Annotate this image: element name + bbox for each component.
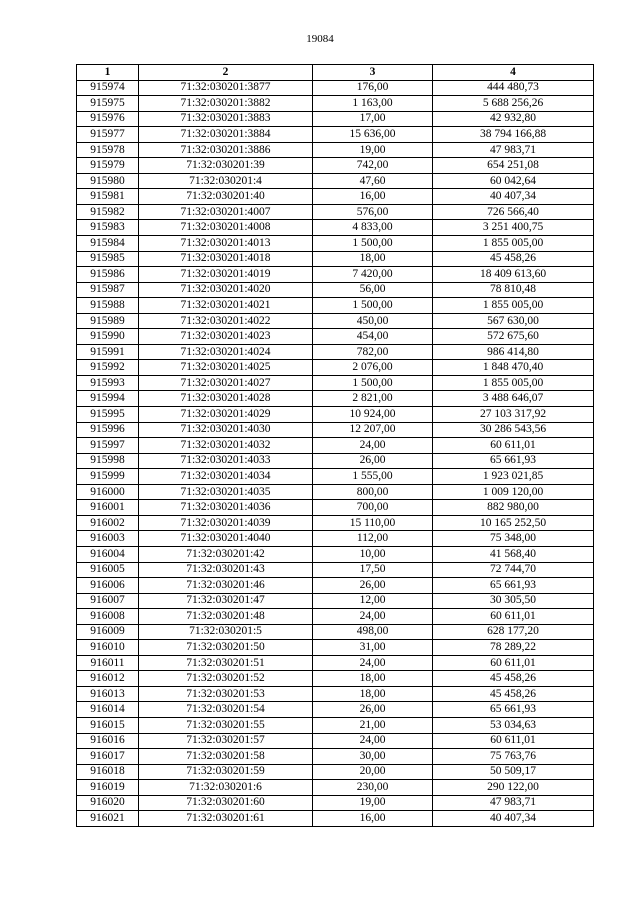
cadastral-number-cell: 71:32:030201:51: [139, 655, 313, 671]
row-number-cell: 916008: [77, 609, 139, 625]
table-row: [77, 780, 594, 796]
table-row: [77, 158, 594, 174]
cadastral-number-cell: 71:32:030201:4025: [139, 360, 313, 376]
value-cell: 726 566,40: [433, 204, 594, 220]
value-cell: 53 034,63: [433, 717, 594, 733]
header-row: [77, 65, 594, 81]
value-cell: 1 855 005,00: [433, 236, 594, 252]
cadastral-number-cell: 71:32:030201:4032: [139, 438, 313, 454]
row-number-cell: 916016: [77, 733, 139, 749]
cadastral-number-cell: 71:32:030201:6: [139, 780, 313, 796]
value-cell: 41 568,40: [433, 546, 594, 562]
row-number-cell: 915974: [77, 80, 139, 96]
area-cell: 12 207,00: [313, 422, 433, 438]
area-cell: 498,00: [313, 624, 433, 640]
row-number-cell: 915996: [77, 422, 139, 438]
cadastral-number-cell: 71:32:030201:52: [139, 671, 313, 687]
value-cell: 1 923 021,85: [433, 469, 594, 485]
row-number-cell: 916019: [77, 780, 139, 796]
cadastral-number-cell: 71:32:030201:59: [139, 764, 313, 780]
value-cell: 38 794 166,88: [433, 127, 594, 143]
cadastral-number-cell: 71:32:030201:46: [139, 578, 313, 594]
row-number-cell: 915998: [77, 453, 139, 469]
row-number-cell: 915977: [77, 127, 139, 143]
value-cell: 60 611,01: [433, 438, 594, 454]
row-number-cell: 915981: [77, 189, 139, 205]
cadastral-number-cell: 71:32:030201:3884: [139, 127, 313, 143]
area-cell: 24,00: [313, 733, 433, 749]
area-cell: 20,00: [313, 764, 433, 780]
row-number-cell: 915995: [77, 407, 139, 423]
table-row: [77, 267, 594, 283]
table-row: [77, 360, 594, 376]
row-number-cell: 916017: [77, 749, 139, 765]
row-number-cell: 915992: [77, 360, 139, 376]
value-cell: 47 983,71: [433, 795, 594, 811]
value-cell: 78 289,22: [433, 640, 594, 656]
value-cell: 1 009 120,00: [433, 484, 594, 500]
table-row: [77, 500, 594, 516]
table-row: [77, 749, 594, 765]
cadastral-number-cell: 71:32:030201:3882: [139, 96, 313, 112]
table-row: [77, 344, 594, 360]
area-cell: 26,00: [313, 702, 433, 718]
cadastral-number-cell: 71:32:030201:3877: [139, 80, 313, 96]
area-cell: 12,00: [313, 593, 433, 609]
row-number-cell: 915978: [77, 142, 139, 158]
cadastral-number-cell: 71:32:030201:60: [139, 795, 313, 811]
cadastral-number-cell: 71:32:030201:4040: [139, 531, 313, 547]
table-row: [77, 80, 594, 96]
table-row: [77, 142, 594, 158]
area-cell: 16,00: [313, 189, 433, 205]
table-row: [77, 282, 594, 298]
table-row: [77, 329, 594, 345]
value-cell: 42 932,80: [433, 111, 594, 127]
cadastral-number-cell: 71:32:030201:4027: [139, 375, 313, 391]
cadastral-number-cell: 71:32:030201:48: [139, 609, 313, 625]
row-number-cell: 916000: [77, 484, 139, 500]
area-cell: 47,60: [313, 173, 433, 189]
value-cell: 45 458,26: [433, 251, 594, 267]
table-row: [77, 624, 594, 640]
table-row: [77, 795, 594, 811]
row-number-cell: 915990: [77, 329, 139, 345]
area-cell: 782,00: [313, 344, 433, 360]
area-cell: 7 420,00: [313, 267, 433, 283]
cadastral-number-cell: 71:32:030201:4007: [139, 204, 313, 220]
cadastral-number-cell: 71:32:030201:61: [139, 811, 313, 827]
row-number-cell: 915991: [77, 344, 139, 360]
row-number-cell: 915984: [77, 236, 139, 252]
row-number-cell: 915986: [77, 267, 139, 283]
value-cell: 45 458,26: [433, 671, 594, 687]
area-cell: 24,00: [313, 438, 433, 454]
area-cell: 18,00: [313, 251, 433, 267]
cadastral-number-cell: 71:32:030201:4030: [139, 422, 313, 438]
row-number-cell: 915999: [77, 469, 139, 485]
area-cell: 10,00: [313, 546, 433, 562]
value-cell: 1 855 005,00: [433, 375, 594, 391]
cadastral-number-cell: 71:32:030201:4023: [139, 329, 313, 345]
cadastral-number-cell: 71:32:030201:4034: [139, 469, 313, 485]
table-row: [77, 562, 594, 578]
area-cell: 30,00: [313, 749, 433, 765]
area-cell: 176,00: [313, 80, 433, 96]
cadastral-number-cell: 71:32:030201:4022: [139, 313, 313, 329]
table-row: [77, 189, 594, 205]
cadastral-number-cell: 71:32:030201:4039: [139, 515, 313, 531]
value-cell: 654 251,08: [433, 158, 594, 174]
cadastral-number-cell: 71:32:030201:4008: [139, 220, 313, 236]
table-row: [77, 422, 594, 438]
table-row: [77, 546, 594, 562]
area-cell: 17,50: [313, 562, 433, 578]
table-row: [77, 407, 594, 423]
cadastral-number-cell: 71:32:030201:4033: [139, 453, 313, 469]
value-cell: 27 103 317,92: [433, 407, 594, 423]
row-number-cell: 915989: [77, 313, 139, 329]
cadastral-number-cell: 71:32:030201:42: [139, 546, 313, 562]
area-cell: 19,00: [313, 795, 433, 811]
cadastral-number-cell: 71:32:030201:43: [139, 562, 313, 578]
area-cell: 2 076,00: [313, 360, 433, 376]
row-number-cell: 916005: [77, 562, 139, 578]
table-row: [77, 391, 594, 407]
cadastral-number-cell: 71:32:030201:47: [139, 593, 313, 609]
cadastral-number-cell: 71:32:030201:55: [139, 717, 313, 733]
column-header-1: 1: [77, 65, 139, 81]
cadastral-number-cell: 71:32:030201:54: [139, 702, 313, 718]
area-cell: 24,00: [313, 655, 433, 671]
area-cell: 10 924,00: [313, 407, 433, 423]
table-row: [77, 484, 594, 500]
area-cell: 454,00: [313, 329, 433, 345]
row-number-cell: 915987: [77, 282, 139, 298]
table-row: [77, 609, 594, 625]
row-number-cell: 916020: [77, 795, 139, 811]
table-row: [77, 173, 594, 189]
area-cell: 19,00: [313, 142, 433, 158]
value-cell: 60 611,01: [433, 655, 594, 671]
value-cell: 72 744,70: [433, 562, 594, 578]
table-row: [77, 764, 594, 780]
area-cell: 26,00: [313, 578, 433, 594]
cadastral-number-cell: 71:32:030201:4013: [139, 236, 313, 252]
value-cell: 75 763,76: [433, 749, 594, 765]
row-number-cell: 916014: [77, 702, 139, 718]
table-row: [77, 733, 594, 749]
cadastral-number-cell: 71:32:030201:39: [139, 158, 313, 174]
row-number-cell: 916015: [77, 717, 139, 733]
table-row: [77, 717, 594, 733]
row-number-cell: 915988: [77, 298, 139, 314]
cadastral-number-cell: 71:32:030201:58: [139, 749, 313, 765]
value-cell: 1 855 005,00: [433, 298, 594, 314]
table-row: [77, 251, 594, 267]
table-row: [77, 686, 594, 702]
value-cell: 882 980,00: [433, 500, 594, 516]
area-cell: 576,00: [313, 204, 433, 220]
cadastral-number-cell: 71:32:030201:4036: [139, 500, 313, 516]
table-row: [77, 298, 594, 314]
data-table: [76, 64, 594, 827]
cadastral-number-cell: 71:32:030201:4019: [139, 267, 313, 283]
value-cell: 5 688 256,26: [433, 96, 594, 112]
row-number-cell: 915976: [77, 111, 139, 127]
area-cell: 450,00: [313, 313, 433, 329]
table-row: [77, 671, 594, 687]
area-cell: 4 833,00: [313, 220, 433, 236]
value-cell: 40 407,34: [433, 811, 594, 827]
row-number-cell: 916006: [77, 578, 139, 594]
row-number-cell: 916001: [77, 500, 139, 516]
row-number-cell: 915979: [77, 158, 139, 174]
cadastral-number-cell: 71:32:030201:57: [139, 733, 313, 749]
row-number-cell: 915985: [77, 251, 139, 267]
cadastral-number-cell: 71:32:030201:3886: [139, 142, 313, 158]
row-number-cell: 916011: [77, 655, 139, 671]
row-number-cell: 916013: [77, 686, 139, 702]
value-cell: 65 661,93: [433, 453, 594, 469]
area-cell: 800,00: [313, 484, 433, 500]
row-number-cell: 916018: [77, 764, 139, 780]
area-cell: 1 163,00: [313, 96, 433, 112]
value-cell: 65 661,93: [433, 578, 594, 594]
row-number-cell: 915982: [77, 204, 139, 220]
area-cell: 230,00: [313, 780, 433, 796]
area-cell: 18,00: [313, 671, 433, 687]
value-cell: 30 305,50: [433, 593, 594, 609]
table-row: [77, 313, 594, 329]
value-cell: 444 480,73: [433, 80, 594, 96]
cadastral-number-cell: 71:32:030201:4035: [139, 484, 313, 500]
row-number-cell: 916009: [77, 624, 139, 640]
area-cell: 21,00: [313, 717, 433, 733]
row-number-cell: 916002: [77, 515, 139, 531]
row-number-cell: 916007: [77, 593, 139, 609]
table-row: [77, 96, 594, 112]
value-cell: 3 488 646,07: [433, 391, 594, 407]
value-cell: 60 611,01: [433, 733, 594, 749]
value-cell: 65 661,93: [433, 702, 594, 718]
cadastral-number-cell: 71:32:030201:4020: [139, 282, 313, 298]
area-cell: 56,00: [313, 282, 433, 298]
row-number-cell: 915980: [77, 173, 139, 189]
table-row: [77, 578, 594, 594]
value-cell: 572 675,60: [433, 329, 594, 345]
area-cell: 15 110,00: [313, 515, 433, 531]
row-number-cell: 915994: [77, 391, 139, 407]
area-cell: 16,00: [313, 811, 433, 827]
value-cell: 50 509,17: [433, 764, 594, 780]
cadastral-number-cell: 71:32:030201:4028: [139, 391, 313, 407]
table-row: [77, 375, 594, 391]
area-cell: 1 555,00: [313, 469, 433, 485]
table-row: [77, 515, 594, 531]
cadastral-number-cell: 71:32:030201:4: [139, 173, 313, 189]
cadastral-number-cell: 71:32:030201:40: [139, 189, 313, 205]
value-cell: 45 458,26: [433, 686, 594, 702]
value-cell: 30 286 543,56: [433, 422, 594, 438]
area-cell: 1 500,00: [313, 298, 433, 314]
page-number: 19084: [306, 33, 334, 45]
row-number-cell: 916004: [77, 546, 139, 562]
value-cell: 75 348,00: [433, 531, 594, 547]
row-number-cell: 916012: [77, 671, 139, 687]
value-cell: 18 409 613,60: [433, 267, 594, 283]
column-header-3: 3: [313, 65, 433, 81]
table-row: [77, 531, 594, 547]
row-number-cell: 915997: [77, 438, 139, 454]
value-cell: 60 042,64: [433, 173, 594, 189]
table-row: [77, 640, 594, 656]
value-cell: 10 165 252,50: [433, 515, 594, 531]
value-cell: 986 414,80: [433, 344, 594, 360]
cadastral-number-cell: 71:32:030201:5: [139, 624, 313, 640]
cadastral-number-cell: 71:32:030201:50: [139, 640, 313, 656]
area-cell: 15 636,00: [313, 127, 433, 143]
table-row: [77, 469, 594, 485]
table-row: [77, 593, 594, 609]
area-cell: 742,00: [313, 158, 433, 174]
cadastral-number-cell: 71:32:030201:4029: [139, 407, 313, 423]
cadastral-number-cell: 71:32:030201:4018: [139, 251, 313, 267]
table-body: [77, 80, 594, 826]
column-header-4: 4: [433, 65, 594, 81]
area-cell: 26,00: [313, 453, 433, 469]
table-row: [77, 811, 594, 827]
table-row: [77, 438, 594, 454]
value-cell: 78 810,48: [433, 282, 594, 298]
row-number-cell: 915983: [77, 220, 139, 236]
table-row: [77, 204, 594, 220]
value-cell: 60 611,01: [433, 609, 594, 625]
area-cell: 1 500,00: [313, 236, 433, 252]
value-cell: 290 122,00: [433, 780, 594, 796]
table-row: [77, 453, 594, 469]
cadastral-number-cell: 71:32:030201:3883: [139, 111, 313, 127]
area-cell: 24,00: [313, 609, 433, 625]
value-cell: 47 983,71: [433, 142, 594, 158]
table-header: [77, 65, 594, 81]
area-cell: 1 500,00: [313, 375, 433, 391]
area-cell: 2 821,00: [313, 391, 433, 407]
table-row: [77, 655, 594, 671]
area-cell: 18,00: [313, 686, 433, 702]
area-cell: 17,00: [313, 111, 433, 127]
area-cell: 31,00: [313, 640, 433, 656]
row-number-cell: 915993: [77, 375, 139, 391]
value-cell: 3 251 400,75: [433, 220, 594, 236]
row-number-cell: 916003: [77, 531, 139, 547]
area-cell: 112,00: [313, 531, 433, 547]
table-row: [77, 220, 594, 236]
column-header-2: 2: [139, 65, 313, 81]
area-cell: 700,00: [313, 500, 433, 516]
cadastral-number-cell: 71:32:030201:4021: [139, 298, 313, 314]
row-number-cell: 916010: [77, 640, 139, 656]
value-cell: 567 630,00: [433, 313, 594, 329]
row-number-cell: 915975: [77, 96, 139, 112]
cadastral-number-cell: 71:32:030201:53: [139, 686, 313, 702]
table-row: [77, 127, 594, 143]
row-number-cell: 916021: [77, 811, 139, 827]
table-row: [77, 236, 594, 252]
cadastral-number-cell: 71:32:030201:4024: [139, 344, 313, 360]
value-cell: 628 177,20: [433, 624, 594, 640]
value-cell: 1 848 470,40: [433, 360, 594, 376]
table-row: [77, 702, 594, 718]
table-row: [77, 111, 594, 127]
value-cell: 40 407,34: [433, 189, 594, 205]
